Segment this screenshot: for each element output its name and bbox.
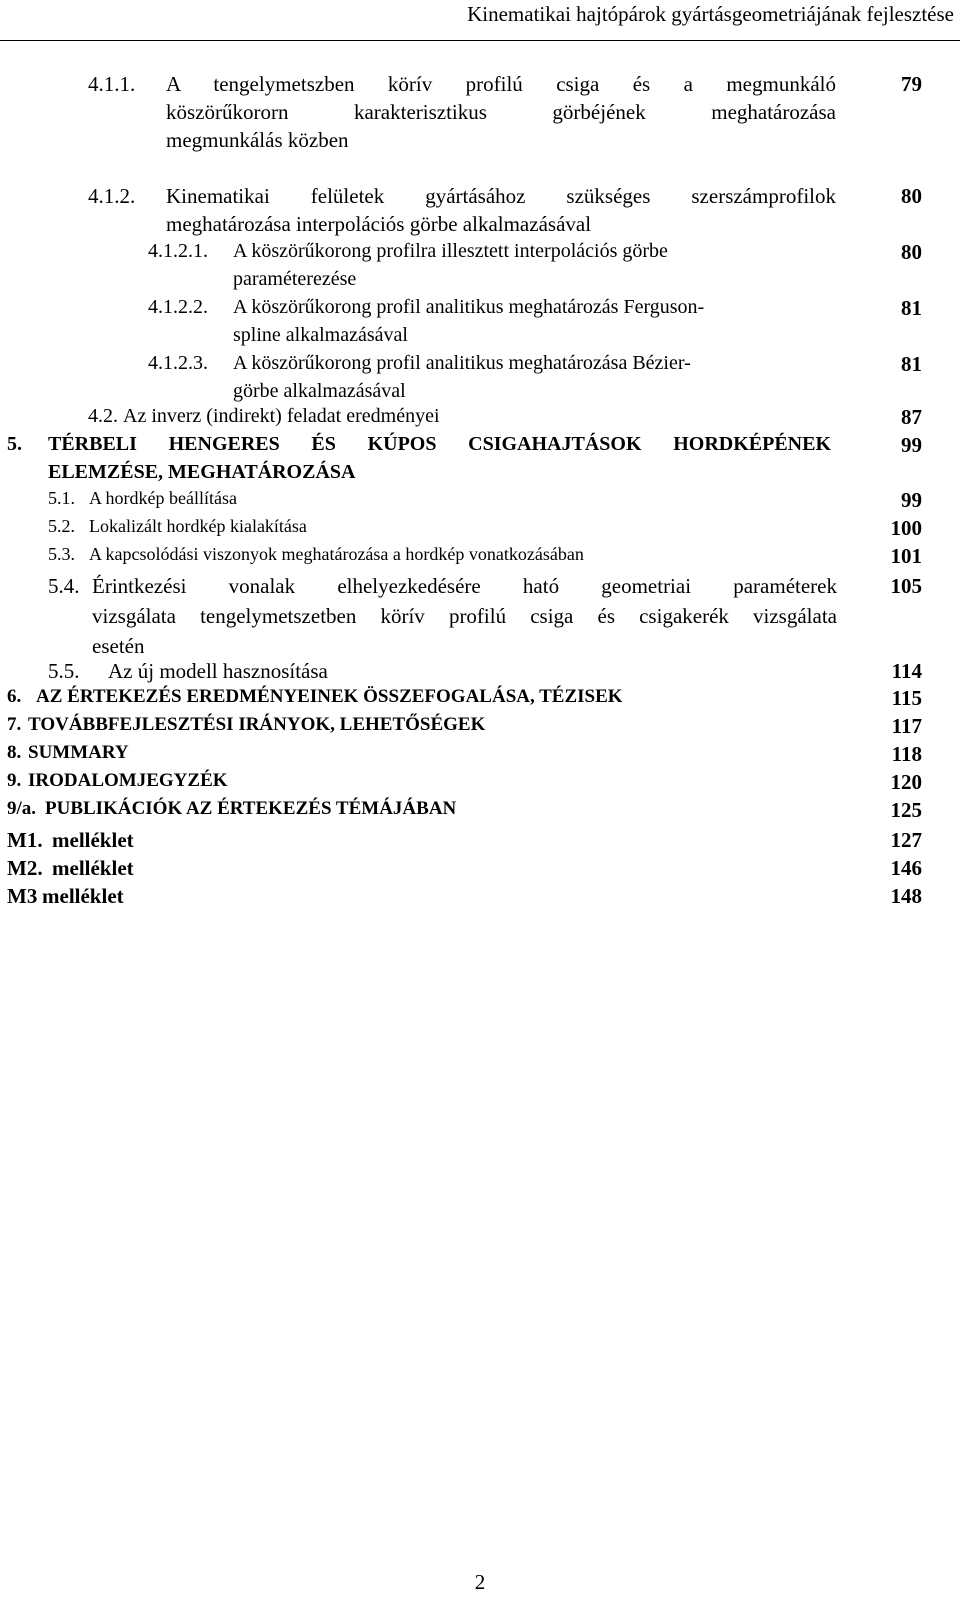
toc-entry-title-line: Érintkezési vonalak elhelyezkedésére ható geometriai paraméterek (92, 574, 837, 598)
toc-entry-page: 105 (890, 574, 922, 598)
toc-entry-title-line: melléklet (52, 856, 134, 880)
toc-entry-title-line: esetén (92, 634, 145, 658)
toc-entry-page: 81 (901, 296, 922, 320)
toc-entry-page: 114 (891, 659, 922, 683)
toc-entry[interactable] (0, 433, 960, 489)
toc-entry[interactable] (0, 516, 960, 544)
toc-entry-number: 5.1. (48, 488, 75, 508)
toc-entry-page: 146 (890, 856, 922, 880)
toc-entry-title-line: görbe alkalmazásával (233, 380, 406, 402)
toc-entry-number: 9. (7, 770, 22, 791)
toc-entry-title-line: melléklet (52, 828, 134, 852)
toc-entry-title-line: meghatározása interpolációs görbe alkalmazásával (166, 212, 592, 236)
toc-entry-page: 125 (890, 798, 922, 822)
toc-entry-title-line: A köszörűkorong profil analitikus meghatározás Ferguson- (233, 296, 705, 318)
toc-entry[interactable] (0, 659, 960, 687)
toc-entry-title-line: köszörűkororn karakterisztikus görbéjének meghatározása (166, 100, 836, 124)
toc-entry-number: 4.1.2.2. (148, 296, 208, 318)
toc-entry-title-line: megmunkálás közben (166, 128, 349, 152)
toc-entry-page: 80 (901, 184, 922, 208)
toc-entry-number: 4.1.1. (88, 72, 136, 96)
toc-entry-page: 118 (891, 742, 922, 766)
toc-entry-title-line: A hordkép beállítása (89, 488, 237, 508)
toc-entry[interactable] (0, 184, 960, 240)
running-header-title: Kinematikai hajtópárok gyártásgeometriájának fejlesztése (467, 2, 954, 26)
toc-entry-title-line: spline alkalmazásával (233, 324, 408, 346)
toc-entry[interactable] (0, 770, 960, 798)
toc-entry[interactable] (0, 686, 960, 714)
toc-entry-title-line: TOVÁBBFEJLESZTÉSI IRÁNYOK, LEHETŐSÉGEK (28, 714, 486, 735)
toc-entry[interactable] (0, 884, 960, 912)
toc-entry-page: 87 (901, 405, 922, 429)
toc-entry-number: 7. (7, 714, 22, 735)
toc-entry[interactable] (0, 405, 960, 433)
toc-entry-page: 100 (890, 516, 922, 540)
toc-entry-number: 4.1.2. (88, 184, 136, 208)
toc-entry-page: 99 (901, 433, 922, 457)
toc-entry-title-line: SUMMARY (28, 742, 129, 763)
toc-entry-title-line: TÉRBELI HENGERES ÉS KÚPOS CSIGAHAJTÁSOK HORDKÉPÉNEK (48, 433, 831, 455)
toc-entry-title-line: Az új modell hasznosítása (108, 659, 328, 683)
toc-entry[interactable] (0, 240, 960, 296)
toc-entry[interactable] (0, 72, 960, 156)
toc-entry-number: 5.3. (48, 544, 75, 564)
toc-entry[interactable] (0, 714, 960, 742)
toc-entry-page: 117 (891, 714, 922, 738)
toc-entry[interactable] (0, 488, 960, 516)
toc-entry-title-line: paraméterezése (233, 268, 357, 290)
toc-entry-page: 127 (890, 828, 922, 852)
toc-entry-title-line: melléklet (42, 884, 124, 908)
toc-entry-number: 4.1.2.3. (148, 352, 208, 374)
toc-entry-number: M1. (7, 828, 43, 852)
toc-entry-page: 148 (890, 884, 922, 908)
toc-entry-page: 120 (890, 770, 922, 794)
toc-entry-page: 80 (901, 240, 922, 264)
toc-entry-number: 5.4. (48, 574, 80, 598)
toc-entry-number: 8. (7, 742, 22, 763)
toc-entry-page: 81 (901, 352, 922, 376)
toc-entry-page: 115 (891, 686, 922, 710)
toc-entry-number: 9/a. (7, 798, 37, 819)
toc-entry[interactable] (0, 296, 960, 352)
toc-entry[interactable] (0, 352, 960, 408)
toc-entry-number: 5.5. (48, 659, 80, 683)
toc-entry-title-line: A kapcsolódási viszonyok meghatározása a hordkép vonatkozásában (89, 544, 584, 564)
toc-entry-title-line: A köszörűkorong profilra illesztett interpolációs görbe (233, 240, 668, 262)
toc-entry-number: M2. (7, 856, 43, 880)
toc-entry-number: 4.2. (88, 405, 118, 427)
toc-entry-title-line: AZ ÉRTEKEZÉS EREDMÉNYEINEK ÖSSZEFOGALÁSA, TÉZISEK (36, 686, 623, 707)
toc-entry-title-line: PUBLIKÁCIÓK AZ ÉRTEKEZÉS TÉMÁJÁBAN (45, 798, 457, 819)
toc-entry-number: 6. (7, 686, 22, 707)
toc-entry-title-line: vizsgálata tengelymetszetben körív profilú csiga és csigakerék vizsgálata (92, 604, 837, 628)
toc-entry-title-line: IRODALOMJEGYZÉK (28, 770, 228, 791)
page-number: 2 (474, 1570, 486, 1594)
toc-entry-number: 5. (7, 433, 22, 455)
toc-entry-page: 79 (901, 72, 922, 96)
toc-entry[interactable] (0, 798, 960, 826)
toc-entry[interactable] (0, 544, 960, 572)
toc-entry-page: 99 (901, 488, 922, 512)
toc-entry-number: 4.1.2.1. (148, 240, 208, 262)
toc-entry-title-line: A köszörűkorong profil analitikus meghatározása Bézier- (233, 352, 691, 374)
toc-entry-number: 5.2. (48, 516, 75, 536)
toc-entry-page: 101 (890, 544, 922, 568)
toc-entry[interactable] (0, 856, 960, 884)
toc-entry-title-line: ELEMZÉSE, MEGHATÁROZÁSA (48, 461, 356, 483)
toc-entry[interactable] (0, 828, 960, 856)
toc-entry-number: M3 (7, 884, 38, 908)
toc-entry[interactable] (0, 574, 960, 664)
toc-entry-title-line: Kinematikai felületek gyártásához szükséges szerszámprofilok (166, 184, 836, 208)
toc-entry-title-line: A tengelymetszben körív profilú csiga és a megmunkáló (166, 72, 836, 96)
toc-entry-title-line: Lokalizált hordkép kialakítása (89, 516, 307, 536)
toc-entry[interactable] (0, 742, 960, 770)
toc-entry-title-line: Az inverz (indirekt) feladat eredményei (123, 405, 440, 427)
